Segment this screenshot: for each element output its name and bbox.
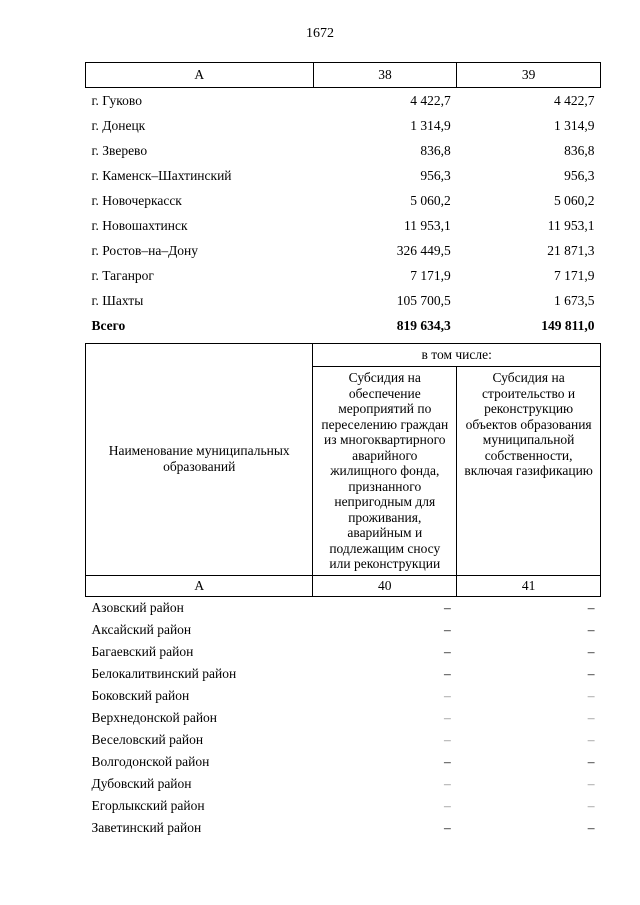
header-col-a: А — [86, 63, 314, 88]
row-value-40: – — [443, 775, 451, 791]
row-name: г. Таганрог — [91, 267, 154, 283]
total-label: Всего — [91, 317, 126, 333]
row-name: г. Новошахтинск — [91, 217, 188, 233]
row-value-40: – — [443, 621, 451, 637]
row-value-40: – — [443, 731, 451, 747]
row-name: Заветинский район — [91, 819, 202, 835]
row-value-41: – — [587, 797, 595, 813]
header-col-40: Субсидия на обеспечение мероприятий по переселению граждан из многоквартирного аварийного жилищного фонда, признанного непригодным для проживания, аварийным и подлежащим сносу или реконструкции — [313, 367, 457, 576]
row-name: г. Новочеркасск — [91, 192, 182, 208]
row-value-41: – — [587, 621, 595, 637]
table-row — [86, 773, 601, 795]
row-name: г. Ростов–на–Дону — [91, 242, 199, 258]
row-value-40: – — [443, 797, 451, 813]
row-name: г. Шахты — [91, 292, 144, 308]
table-row — [86, 619, 601, 641]
header-col-38: 38 — [313, 63, 457, 88]
row-name: г. Каменск–Шахтинский — [91, 167, 232, 183]
table-row — [86, 729, 601, 751]
row-name: Егорлыкский район — [91, 797, 205, 813]
table-row — [86, 817, 601, 839]
row-name: Багаевский район — [91, 643, 194, 659]
header-col-41: Субсидия на строительство и реконструкцию объектов образования муниципальной собственности, включая газификацию — [457, 367, 601, 576]
table-total-row — [86, 313, 601, 338]
header-col-39: 39 — [457, 63, 601, 88]
row-value-41: – — [587, 819, 595, 835]
table-row — [86, 213, 601, 238]
row-value-38: 836,8 — [420, 142, 451, 158]
page-number: 1672 — [306, 26, 334, 41]
row-value-40: – — [443, 819, 451, 835]
row-value-41: – — [587, 753, 595, 769]
row-value-39: 11 953,1 — [547, 217, 595, 233]
row-value-39: 21 871,3 — [547, 242, 595, 258]
table-row — [86, 138, 601, 163]
row-name: Аксайский район — [91, 621, 192, 637]
row-name: Волгодонской район — [91, 753, 210, 769]
row-value-39: 956,3 — [564, 167, 595, 183]
table-totals-38-39 — [85, 62, 601, 338]
row-value-38: 956,3 — [420, 167, 451, 183]
table-row — [86, 707, 601, 729]
row-value-40: – — [443, 753, 451, 769]
row-value-39: 836,8 — [564, 142, 595, 158]
index-col-41: 41 — [457, 575, 601, 596]
header-municipality-name: Наименование муниципальных образований — [86, 344, 313, 576]
table-subsidies-40-41 — [85, 343, 601, 839]
row-value-39: 1 673,5 — [554, 292, 595, 308]
row-value-38: 326 449,5 — [396, 242, 451, 258]
row-value-40: – — [443, 687, 451, 703]
table-row — [86, 751, 601, 773]
total-value-38: 819 634,3 — [396, 317, 451, 333]
row-value-38: 105 700,5 — [396, 292, 451, 308]
row-value-40: – — [443, 599, 451, 615]
row-name: Азовский район — [91, 599, 184, 615]
row-name: Боковский район — [91, 687, 190, 703]
index-col-40: 40 — [313, 575, 457, 596]
table-row — [86, 163, 601, 188]
table-row — [86, 263, 601, 288]
table-header-row — [86, 344, 601, 367]
row-value-41: – — [587, 709, 595, 725]
row-name: Верхнедонской район — [91, 709, 218, 725]
table-row — [86, 641, 601, 663]
table-row — [86, 188, 601, 213]
row-value-39: 7 171,9 — [554, 267, 595, 283]
row-value-40: – — [443, 643, 451, 659]
row-value-39: 1 314,9 — [554, 117, 595, 133]
row-name: Дубовский район — [91, 775, 192, 791]
table-row — [86, 663, 601, 685]
table-row — [86, 238, 601, 263]
header-group-including: в том числе: — [313, 344, 601, 367]
row-value-38: 4 422,7 — [410, 92, 451, 108]
row-value-38: 1 314,9 — [410, 117, 451, 133]
row-value-38: 11 953,1 — [404, 217, 451, 233]
row-value-38: 5 060,2 — [410, 192, 451, 208]
table-row — [86, 596, 601, 619]
row-value-41: – — [587, 643, 595, 659]
row-value-41: – — [587, 775, 595, 791]
index-col-a: А — [86, 575, 313, 596]
row-name: г. Зверево — [91, 142, 148, 158]
row-value-41: – — [587, 687, 595, 703]
row-value-40: – — [443, 665, 451, 681]
row-value-41: – — [587, 731, 595, 747]
row-name: Веселовский район — [91, 731, 204, 747]
row-value-41: – — [587, 599, 595, 615]
table-header-row — [86, 63, 601, 88]
table-row — [86, 88, 601, 114]
row-name: г. Гуково — [91, 92, 142, 108]
row-value-38: 7 171,9 — [410, 267, 451, 283]
row-value-41: – — [587, 665, 595, 681]
row-value-40: – — [443, 709, 451, 725]
total-value-39: 149 811,0 — [541, 317, 595, 333]
table-row — [86, 685, 601, 707]
table-index-row — [86, 575, 601, 596]
table-row — [86, 113, 601, 138]
row-value-39: 4 422,7 — [554, 92, 595, 108]
row-name: г. Донецк — [91, 117, 146, 133]
table-row — [86, 288, 601, 313]
row-name: Белокалитвинский район — [91, 665, 237, 681]
row-value-39: 5 060,2 — [554, 192, 595, 208]
table-row — [86, 795, 601, 817]
